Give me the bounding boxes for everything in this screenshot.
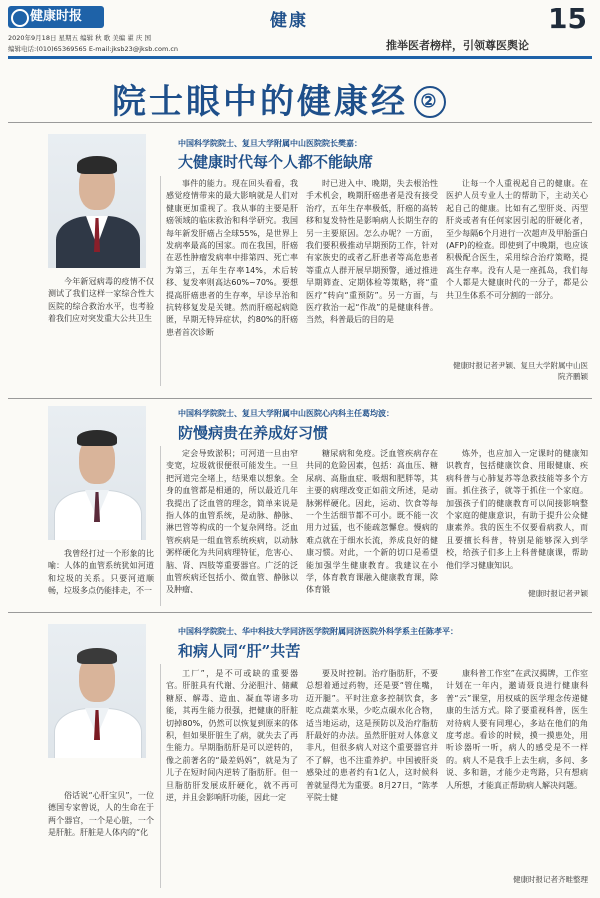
article-3-column-2: 要及时控制。治疗脂肪肝，不要总想着通过药物，还是要“管住嘴，迈开腿”。平时注意多控制饮食，多吃点蔬菜水果，少吃点碳水化合物，适当地运动，这是预防以及治疗脂肪肝最好的办法。虽然肝脏对人体意义非凡，但很多病人对这个重要器官并不了解，也不注重养护。中国被肝炎感染过的患者约有1亿人，这时候科普就显得尤为重要。8月27日，“陈孝平院士健: [306, 669, 438, 803]
article-2-caption: 我曾经打过一个形象的比喻：人体的血管系统犹如河道和垃圾的关系。只要河道顺畅，垃圾多点仍能排走，不一: [48, 549, 154, 596]
article-2-column-2: 糖尿病和免疫。泛血管疾病存在共同的危险因素，包括：高血压、糖尿病、高脂血症、吸烟和肥胖等，其主要的病理改变正如前文所述，是动脉粥样硬化。因此，运动、饮食等每一个生活细节都不可小。既不能一次用力过猛，也不能疏忽懈怠。慢病的难点就在于细水长流，养成良好的健康习惯。对此，一个新的切口是希望能加强学生健康教育。我建议在小学，体育教育课融入健康教育课，除体育锻: [306, 449, 438, 595]
article-3-headline: 和病人同“肝”共苦: [178, 642, 301, 660]
page-title-number: ②: [414, 86, 446, 118]
column-rule: [160, 176, 161, 386]
column-rule: [160, 664, 161, 888]
column-rule: [160, 446, 161, 606]
article-divider: [8, 122, 592, 123]
page-title-text: 院士眼中的健康经: [112, 82, 408, 122]
article-3-caption: 俗话说“心肝宝贝”，一位德国专家曾说，人的生命在于两个器官，一个是心脏，一个是肝脏。肝脏是人体内的“化: [48, 791, 154, 838]
article-divider: [8, 398, 592, 399]
page-title: [112, 74, 446, 123]
article-3-kicker: 中国科学院院士、华中科技大学同济医学院附属同济医院外科学系主任陈孝平：: [178, 627, 458, 636]
article-divider: [8, 612, 592, 613]
article-1-kicker: 中国科学院院士、复旦大学附属中山医院院长樊嘉：: [178, 139, 362, 148]
article-1-portrait: [48, 134, 146, 268]
date-editor-line: 2020年9月18日 星期五 编辑 秋 歌 美编 翟 庆 国: [8, 34, 151, 42]
article-1-column-2: 时已进入中、晚期，失去根治性手术机会，晚期肝癌患者是没有接受治疗，五年生存率极低，肝癌的高转移和复发特性是影响病人长期生存的另一主要原因。怎么办呢？一方面，我们要积极推动早期预防工作，针对有家族史的或者乙肝患者等高危患者等重点人群开展早期预警，通过推进早期筛查、定期体检等策略，将“重医疗”转向“重预防”。另一方面，与医疗救治一起“作战”的是健康科普。当然，科普最后的目的是: [306, 179, 438, 325]
logo-text: 健康时报: [30, 9, 83, 24]
article-1-headline: 大健康时代每个人都不能缺席: [178, 153, 374, 171]
article-3-byline: 健康时报记者齐畦整理: [513, 875, 588, 884]
article-2-column-3: 炼外，也应加入一定课时的健康知识教育，包括健康饮食、用眼健康、疾病科普与心肺复苏等急救技能等多个方面。抓住孩子，就等于抓住一个家庭。加强孩子们的健康教育可以间接影响整个家庭的健康意识，有助于提升公众健康素养。我的医生不仅要看病救人，而且要擅长科普，特别是能够深入到学校，给孩子们多上上科普健康课，帮助他们学习健康知识。: [446, 449, 588, 570]
article-1-column-3: 让每一个人重视起自己的健康。在医护人员专业人士的帮助下，主动关心起自己的健康。比如有乙型肝炎、丙型肝炎或者有任何家因引起的肝硬化者，至少每隔6个月进行一次超声及甲胎蛋白(AFP)的检查。即使到了中晚期，也应该积极配合医生，采用综合治疗策略，提高生存率。没有人是一座孤岛，我们每个人都是大健康时代的一分子，都是公共卫生体系不可分割的一部分。: [446, 179, 588, 300]
article-3-column-3: 康科普工作室”在武汉揭牌，工作室计划在一年内，邀请聂良进行健康科普“云”课堂，用权威的医学理念传递健康的生活方式。除了要重视科普，医生对待病人要有同理心，多站在他们的角度考虑。看诊的时候，摸一摸患处，用听诊器听一听，病人的感受是不一样的。病人不是我手上去生病，多问、多说、多和谐，才能少走弯路，只有想病人所想，才能真正帮助病人解决问题。: [446, 669, 588, 790]
article-3-portrait: [48, 624, 146, 758]
page-number: 15: [548, 2, 587, 35]
contact-line: 编辑电话:(010)65369565 E-mail:jksb23@jksb.com.cn: [8, 45, 179, 53]
article-2-kicker: 中国科学院院士、复旦大学附属中山医院心内科主任葛均波：: [178, 409, 394, 418]
article-2-byline: 健康时报记者尹颖: [528, 589, 588, 598]
article-2-headline: 防慢病贵在养成好习惯: [178, 424, 329, 442]
article-2-portrait: [48, 406, 146, 540]
article-1-byline: 健康时报记者尹颖、复旦大学附属中山医院齐鹏颖: [453, 361, 588, 381]
masthead-divider: [8, 56, 592, 59]
article-1-column-1: 事件的能力。现在回头看看，我感觉疫情带来的最大影响就是人们对健康更加重视了。我从事的主要是肝癌领域的临床救治和科学研究。我国每年新发肝癌占全球55%，是世界上发病率最高的国家。而在我国，肝癌在恶性肿瘤发病率中排第四、死亡率为第三，五年生存率14%，术后转移、复发率则高达60%~70%。要想提高肝癌患者的生存率，早诊早治和抗转移复发是关键。然而肝癌起病隐匿，早期无特异症状，约80%的肝癌患者首次诊断: [166, 179, 298, 337]
article-3-column-1: 工厂”，是不可或缺的重要器官。肝脏具有代谢、分泌胆汁、储藏糖原、解毒、造血、凝血等诸多功能，其再生能力很强，把健康的肝脏切掉80%，仍然可以恢复到原来的体积，但如果肝脏生了病，就失去了再生能力。早期脂肪肝是可以逆转的，像之前著名的“最差妈妈”，就是为了儿子在短时间内逆转了脂肪肝。但一旦脂肪肝发展成肝硬化，就不再可逆，并且会影响肝功能，因此一定: [166, 669, 298, 803]
article-2-column-1: 定会导致淤积；可河道一旦由窄变宽，垃圾就很便很可能发生。一旦把河道完全堵上，结果难以想象。全身的血管都是相通的，所以最近几年我提出了泛血管的理念，简单来说是指人体的血管系统，是动脉、静脉、淋巴管等构成的一个复杂网络。泛血管疾病是一组血管系统疾病，以动脉粥样硬化为共同病理特征，危害心、脑、肾、四肢等重要器官。广泛的泛血管疾病还包括小、微血管、静脉以及肿瘤、: [166, 449, 298, 595]
section-name: 健康: [270, 11, 308, 31]
article-1-caption: 今年新冠病毒的疫情不仅测试了我们这样一家综合性大医院的综合救治水平，也考验着我们应对突发重大公共卫生: [48, 277, 154, 324]
slogan: 推举医者榜样，引领尊医舆论: [386, 39, 529, 52]
logo-emblem-icon: [11, 9, 29, 27]
